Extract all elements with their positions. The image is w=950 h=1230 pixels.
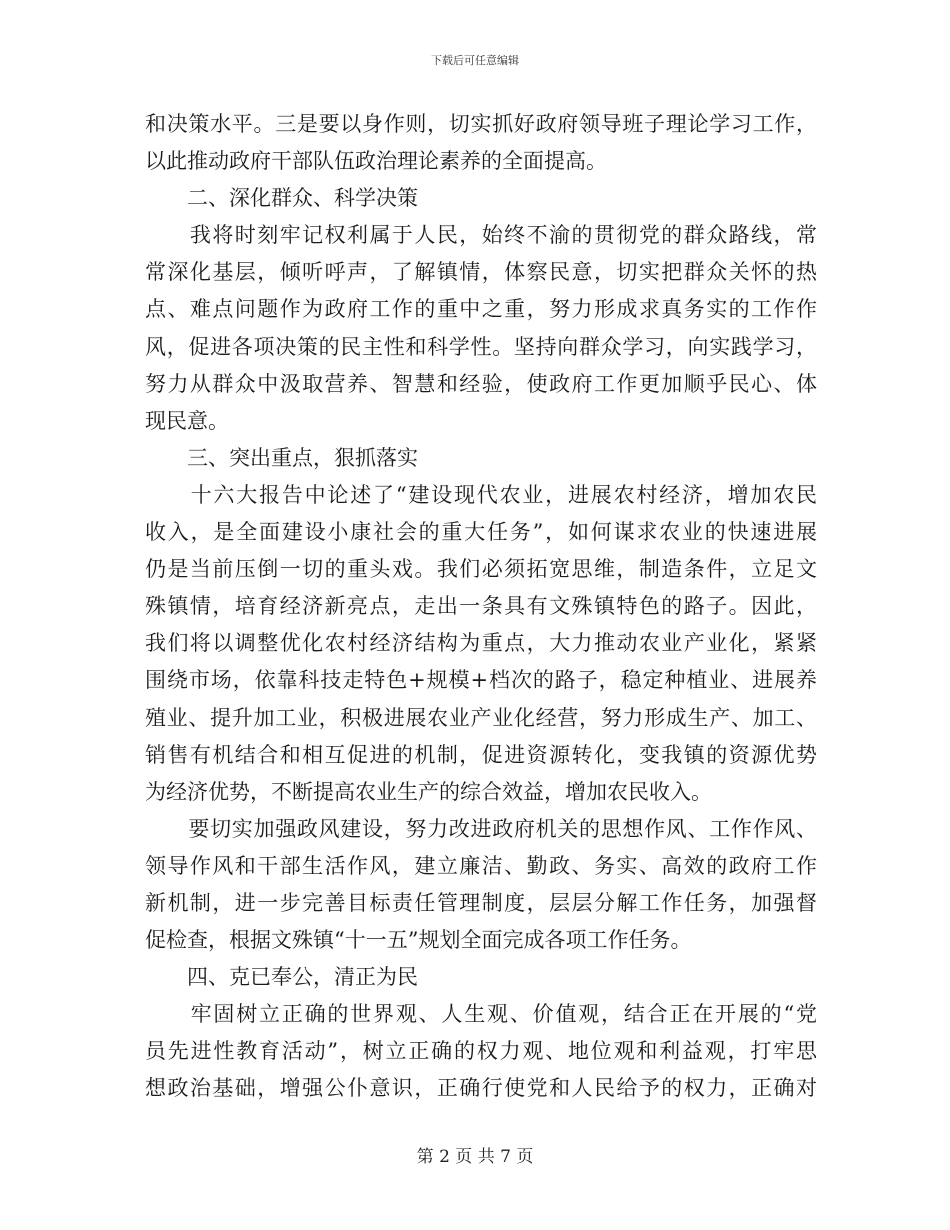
body-line: 促检查，根据文殊镇“十一五”规划全面完成各项工作任务。 — [145, 928, 692, 953]
page-header-note: 下载后可任意编辑 — [431, 54, 519, 67]
body-line: 努力从群众中汲取营养、智慧和经验，使政府工作更加顺乎民心、体 — [145, 371, 817, 396]
section-heading: 四、克已奉公，清正为民 — [145, 965, 418, 990]
document-body — [145, 106, 817, 1108]
section-heading: 二、深化群众、科学决策 — [145, 186, 418, 211]
section-heading: 三、突出重点，狠抓落实 — [145, 445, 418, 470]
body-line: 围绕市场，依靠科技走特色+规模+档次的路子，稳定种植业、进展养 — [145, 668, 817, 693]
body-line: 领导作风和干部生活作风，建立廉洁、勤政、务实、高效的政府工作 — [145, 853, 817, 878]
body-line: 点、难点问题作为政府工作的重中之重，努力形成求真务实的工作作 — [145, 297, 817, 322]
body-line: 殖业、提升加工业，积极进展农业产业化经营，努力形成生产、加工、 — [145, 705, 817, 730]
page-number: 第 2 页 共 7 页 — [416, 1147, 534, 1167]
body-line: 常深化基层，倾听呼声，了解镇情，体察民意，切实把群众关怀的热 — [145, 260, 817, 285]
body-line: 十六大报告中论述了“建设现代农业，进展农村经济，增加农民 — [145, 482, 817, 507]
body-line: 我将时刻牢记权利属于人民，始终不渝的贯彻党的群众路线，常 — [145, 223, 817, 248]
body-line: 殊镇情，培育经济新亮点，走出一条具有文殊镇特色的路子。因此， — [145, 594, 817, 619]
body-line: 员先进性教育活动”，树立正确的权力观、地位观和利益观，打牢思 — [145, 1039, 817, 1064]
body-line: 想政治基础，增强公仆意识，正确行使党和人民给予的权力，正确对 — [145, 1076, 817, 1101]
body-line: 牢固树立正确的世界观、人生观、价值观，结合正在开展的“党 — [145, 1002, 817, 1027]
body-line: 以此推动政府干部队伍政治理论素养的全面提高。 — [145, 149, 607, 174]
body-line: 和决策水平。三是要以身作则，切实抓好政府领导班子理论学习工作， — [145, 112, 817, 136]
body-line: 为经济优势，不断提高农业生产的综合效益，增加农民收入。 — [145, 779, 712, 804]
body-line: 收入，是全面建设小康社会的重大任务”，如何谋求农业的快速进展 — [145, 520, 817, 545]
body-line: 新机制，进一步完善目标责任管理制度，层层分解工作任务，加强督 — [145, 890, 817, 915]
body-line: 风，促进各项决策的民主性和科学性。坚持向群众学习，向实践学习， — [145, 334, 817, 359]
body-line: 仍是当前压倒一切的重头戏。我们必须拓宽思维，制造条件，立足文 — [145, 557, 817, 582]
body-line: 要切实加强政风建设，努力改进政府机关的思想作风、工作作风、 — [145, 816, 817, 841]
body-line: 我们将以调整优化农村经济结构为重点，大力推动农业产业化，紧紧 — [145, 631, 817, 656]
body-line: 销售有机结合和相互促进的机制，促进资源转化，变我镇的资源优势 — [145, 742, 817, 767]
body-line: 现民意。 — [145, 408, 229, 433]
